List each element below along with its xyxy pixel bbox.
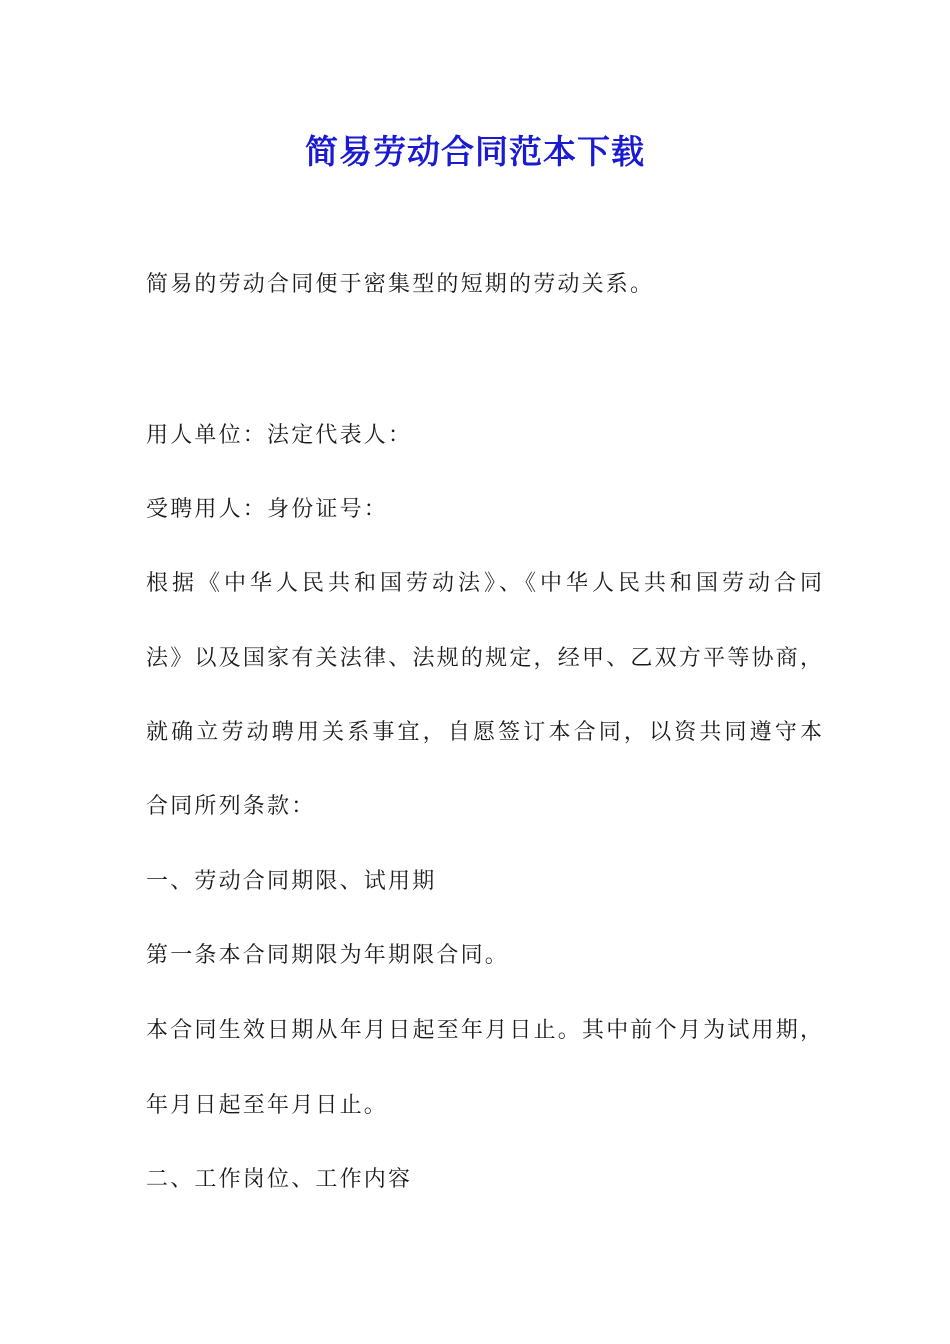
employer-field-line: 用人单位：法定代表人： xyxy=(146,423,413,448)
preamble-line-3: 就确立劳动聘用关系事宜，自愿签订本合同，以资共同遵守本 xyxy=(146,720,822,745)
effective-date-line-1: 本合同生效日期从年月日起至年月日止。其中前个月为试用期， xyxy=(146,1018,822,1043)
preamble-line-1: 根据《中华人民共和国劳动法》、《中华人民共和国劳动合同 xyxy=(146,571,822,596)
article-1-line: 第一条本合同期限为年期限合同。 xyxy=(146,943,510,968)
document-title: 简易劳动合同范本下载 xyxy=(305,132,645,171)
employee-field-line: 受聘用人：身份证号： xyxy=(146,497,389,522)
section-heading-1: 一、劳动合同期限、试用期 xyxy=(146,869,437,894)
effective-date-line-2: 年月日起至年月日止。 xyxy=(146,1093,389,1118)
preamble-line-2: 法》以及国家有关法律、法规的规定，经甲、乙双方平等协商， xyxy=(146,646,822,671)
intro-paragraph: 简易的劳动合同便于密集型的短期的劳动关系。 xyxy=(146,272,655,297)
preamble-line-4: 合同所列条款： xyxy=(146,794,316,819)
section-heading-2: 二、工作岗位、工作内容 xyxy=(146,1167,413,1192)
